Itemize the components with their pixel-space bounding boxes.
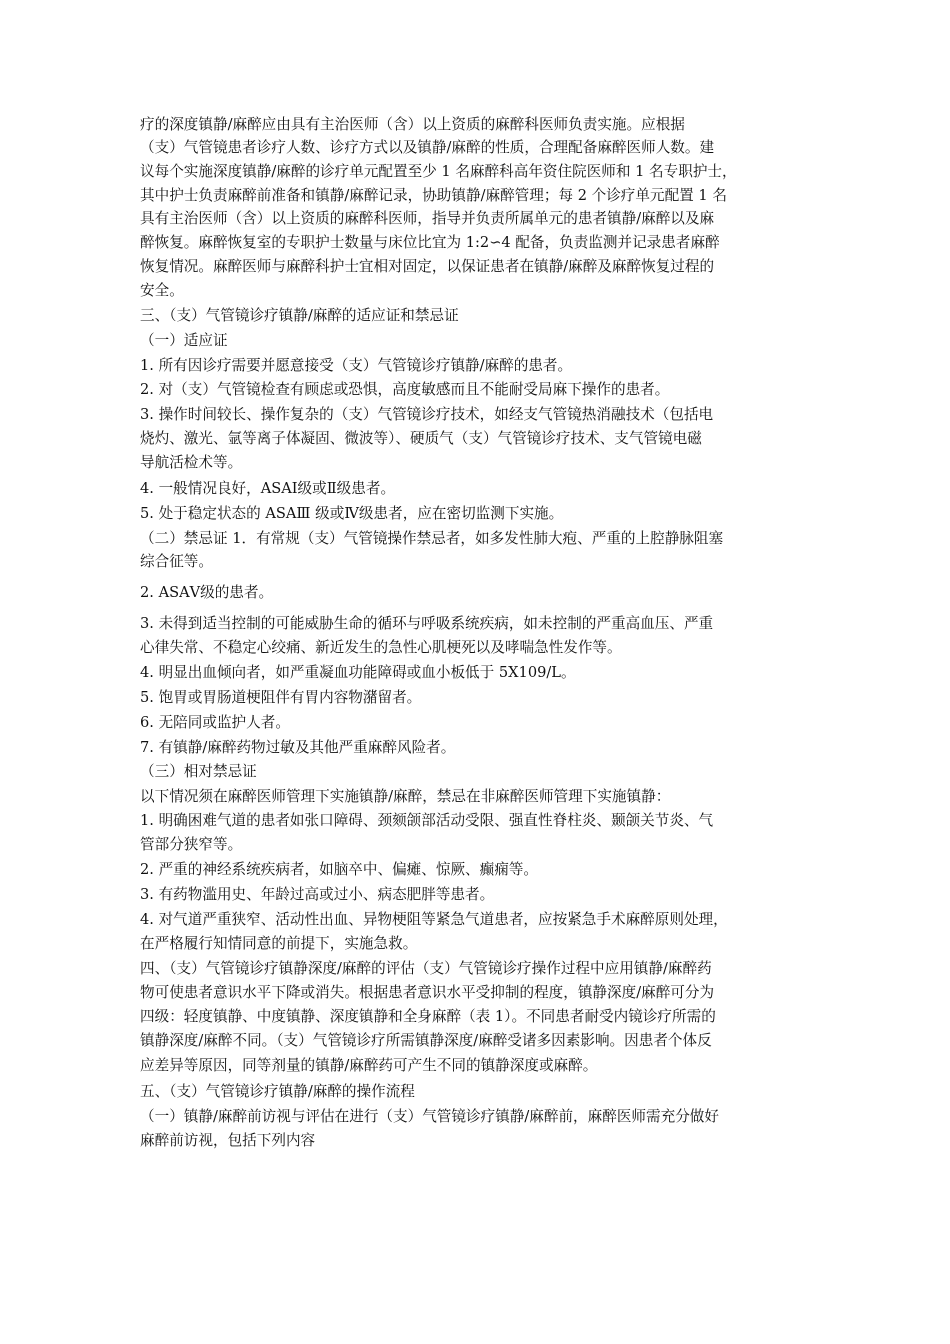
list-item: 3. 有药物滥用史、年龄过高或过小、病态肥胖等患者。 [140, 886, 495, 903]
list-item: 2. 严重的神经系统疾病者，如脑卒中、偏瘫、惊厥、癫痫等。 [140, 861, 539, 878]
text-line: （支）气管镜患者诊疗人数、诊疗方式以及镇静/麻醉的性质，合理配备麻醉医师人数。建 [140, 139, 715, 156]
text-line: 应差异等原因，同等剂量的镇静/麻醉药可产生不同的镇静深度或麻醉。 [140, 1057, 598, 1074]
subsection-heading: （三）相对禁忌证 [140, 763, 257, 780]
text-line: 四级：轻度镇静、中度镇静、深度镇静和全身麻醉（表 1）。不同患者耐受内镜诊疗所需的 [140, 1008, 716, 1025]
text-line: 其中护士负责麻醉前准备和镇静/麻醉记录，协助镇静/麻醉管理；每 2 个诊疗单元配置 1 名 [140, 187, 727, 204]
text-line: 在严格履行知情同意的前提下，实施急救。 [140, 935, 418, 952]
text-line: 安全。 [140, 282, 184, 299]
list-item: 2. 对（支）气管镜检查有顾虑或恐惧，高度敏感而且不能耐受局麻下操作的患者。 [140, 381, 670, 398]
list-item: 3. 操作时间较长、操作复杂的（支）气管镜诊疗技术，如经支气管镜热消融技术（包括电 [140, 406, 714, 423]
list-item: 5. 饱胃或胃肠道梗阻伴有胃内容物潴留者。 [140, 689, 422, 706]
list-item: 2. ASAⅤ级的患者。 [140, 584, 274, 601]
section-heading: 三、（支）气管镜诊疗镇静/麻醉的适应证和禁忌证 [140, 307, 459, 324]
text-line: 镇静深度/麻醉不同。（支）气管镜诊疗所需镇静深度/麻醉受诸多因素影响。因患者个体反 [140, 1032, 712, 1049]
text-line: 管部分狭窄等。 [140, 836, 243, 853]
text-line: 议每个实施深度镇静/麻醉的诊疗单元配置至少 1 名麻醉科高年资住院医师和 1 名专职护士， [140, 163, 737, 180]
list-item: 4. 对气道严重狭窄、活动性出血、异物梗阻等紧急气道患者，应按紧急手术麻醉原则处理， [140, 911, 728, 928]
text-line: 导航活检术等。 [140, 454, 243, 471]
list-item: 3. 未得到适当控制的可能威胁生命的循环与呼吸系统疾病，如未控制的严重高血压、严重 [140, 615, 714, 632]
text-line: 以下情况须在麻醉医师管理下实施镇静/麻醉，禁忌在非麻醉医师管理下实施镇静： [140, 788, 671, 805]
text-line: 心律失常、不稳定心绞痛、新近发生的急性心肌梗死以及哮喘急性发作等。 [140, 639, 622, 656]
list-item: 4. 明显出血倾向者，如严重凝血功能障碍或血小板低于 5X109/L。 [140, 664, 576, 681]
subsection-heading: （一）镇静/麻醉前访视与评估在进行（支）气管镜诊疗镇静/麻醉前，麻醉医师需充分做好 [140, 1108, 719, 1125]
section-heading: 四、（支）气管镜诊疗镇静深度/麻醉的评估（支）气管镜诊疗操作过程中应用镇静/麻醉药 [140, 960, 712, 977]
text-line: 物可使患者意识水平下降或消失。根据患者意识水平受抑制的程度，镇静深度/麻醉可分为 [140, 984, 715, 1001]
text-line: 烧灼、激光、氩等离子体凝固、微波等）、硬质气（支）气管镜诊疗技术、支气管镜电磁 [140, 430, 702, 447]
section-heading: 五、（支）气管镜诊疗镇静/麻醉的操作流程 [140, 1083, 415, 1100]
subsection-heading: （一）适应证 [140, 332, 228, 349]
text-line: 恢复情况。麻醉医师与麻醉科护士宜相对固定，以保证患者在镇静/麻醉及麻醉恢复过程的 [140, 258, 715, 275]
text-line: 醉恢复。麻醉恢复室的专职护士数量与床位比宜为 1:2∽4 配备，负责监测并记录患者麻醉 [140, 234, 720, 251]
list-item: 7. 有镇静/麻醉药物过敏及其他严重麻醉风险者。 [140, 739, 456, 756]
text-line: 具有主治医师（含）以上资质的麻醉科医师，指导并负责所属单元的患者镇静/麻醉以及麻 [140, 210, 715, 227]
list-item: 4. 一般情况良好，ASAⅠ级或Ⅱ级患者。 [140, 480, 396, 497]
list-item: 5. 处于稳定状态的 ASAⅢ 级或Ⅳ级患者，应在密切监测下实施。 [140, 505, 564, 522]
subsection-heading: （二）禁忌证 1．有常规（支）气管镜操作禁忌者，如多发性肺大疱、严重的上腔静脉阻塞 [140, 530, 724, 547]
list-item: 1. 明确困难气道的患者如张口障碍、颈颏颌部活动受限、强直性脊柱炎、颞颌关节炎、气 [140, 812, 714, 829]
list-item: 6. 无陪同或监护人者。 [140, 714, 290, 731]
text-line: 疗的深度镇静/麻醉应由具有主治医师（含）以上资质的麻醉科医师负责实施。应根据 [140, 116, 685, 133]
text-line: 麻醉前访视，包括下列内容 [140, 1132, 316, 1149]
text-line: 综合征等。 [140, 553, 213, 570]
list-item: 1. 所有因诊疗需要并愿意接受（支）气管镜诊疗镇静/麻醉的患者。 [140, 357, 573, 374]
